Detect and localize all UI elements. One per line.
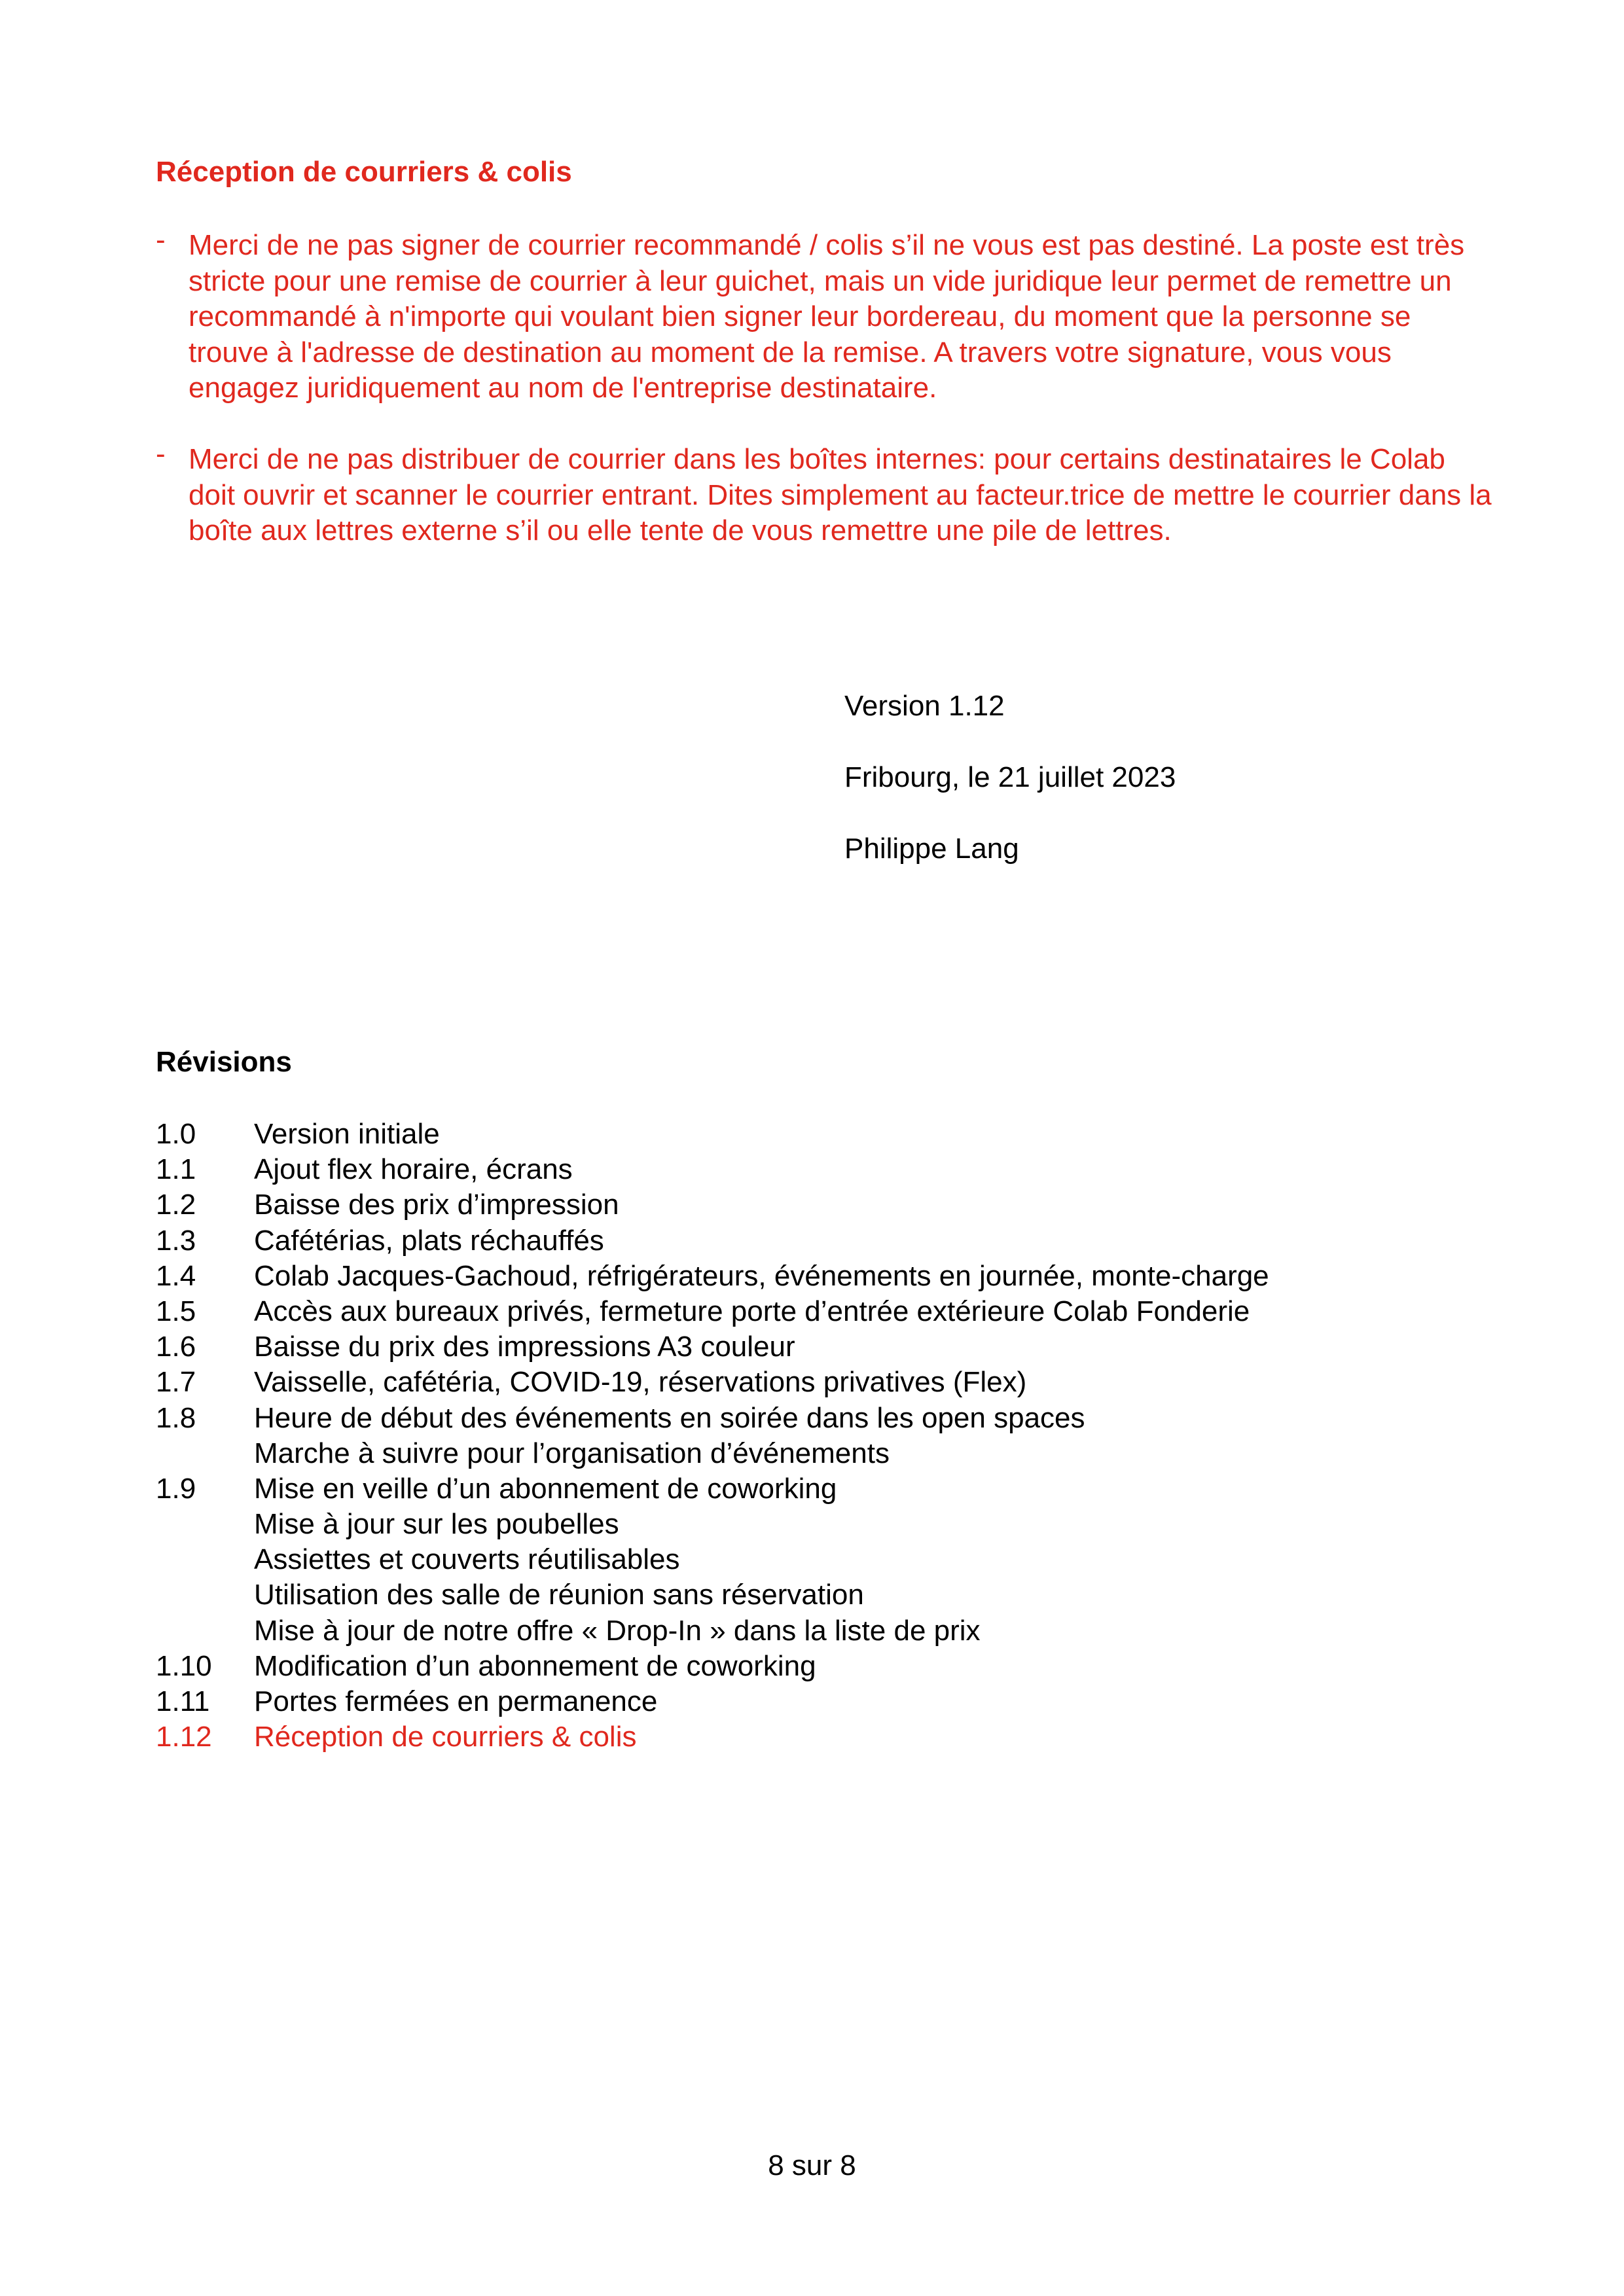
revision-number: 1.1 (156, 1153, 196, 1186)
revision-number: 1.8 (156, 1401, 196, 1434)
revision-description: Ajout flex horaire, écrans (254, 1153, 573, 1186)
revision-row-current (156, 1719, 1530, 1755)
revision-number: 1.4 (156, 1259, 196, 1292)
revision-number: 1.9 (156, 1472, 196, 1505)
revision-row (156, 1684, 1530, 1719)
revision-number: 1.3 (156, 1224, 196, 1257)
revision-description: Version initiale (254, 1118, 440, 1150)
reception-section-title: Réception de courriers & colis (156, 156, 572, 188)
revision-description: Cafétérias, plats réchauffés (254, 1224, 604, 1257)
bullet-marker: - (156, 438, 166, 470)
revision-description: Réception de courriers & colis (254, 1721, 637, 1753)
revision-row (156, 1577, 1530, 1613)
revision-description: Mise à jour de notre offre « Drop-In » dans la liste de prix (254, 1614, 981, 1647)
reception-bullet-signature (156, 224, 1498, 406)
revision-number (156, 1507, 254, 1542)
revision-description: Accès aux bureaux privés, fermeture porte d’entrée extérieure Colab Fonderie (254, 1295, 1250, 1327)
revision-row (156, 1223, 1530, 1259)
revision-row (156, 1507, 1530, 1542)
revision-description: Marche à suivre pour l’organisation d’événements (254, 1437, 890, 1469)
document-author: Philippe Lang (844, 833, 1019, 865)
revision-description: Portes fermées en permanence (254, 1685, 658, 1717)
revision-description: Mise en veille d’un abonnement de coworking (254, 1472, 837, 1505)
revision-number: 1.5 (156, 1295, 196, 1327)
bullet-text: Merci de ne pas signer de courrier recommandé / colis s’il ne vous est pas destiné. La poste est très stricte pour une remise de courrier à leur guichet, mais un vide juridique leur permet de remettre un recommandé à n'importe qui voulant bien signer leur bordereau, du moment que la personne se trouve à l'adresse de destination au moment de la remise. A travers votre signature, vous vous engagez juridiquement au nom de l'entreprise destinataire. (189, 229, 1465, 404)
revision-number: 1.6 (156, 1331, 196, 1363)
revision-number (156, 1577, 254, 1613)
revision-row (156, 1436, 1530, 1471)
reception-bullet-distribution (156, 438, 1498, 549)
revisions-list (156, 1117, 1530, 1755)
revision-description: Assiettes et couverts réutilisables (254, 1543, 680, 1576)
revision-row (156, 1152, 1530, 1187)
page-number: 8 sur 8 (768, 2149, 856, 2181)
revision-row (156, 1471, 1530, 1507)
revisions-title: Révisions (156, 1046, 292, 1078)
document-place-date: Fribourg, le 21 juillet 2023 (844, 761, 1176, 793)
revision-description: Baisse des prix d’impression (254, 1189, 619, 1221)
revision-number: 1.2 (156, 1189, 196, 1221)
revision-row (156, 1117, 1530, 1152)
revision-row (156, 1329, 1530, 1365)
revision-description: Modification d’un abonnement de coworking (254, 1649, 816, 1682)
revision-number: 1.12 (156, 1721, 212, 1753)
revision-row (156, 1401, 1530, 1436)
revision-number: 1.7 (156, 1366, 196, 1399)
revision-number (156, 1436, 254, 1471)
document-version: Version 1.12 (844, 690, 1005, 722)
revision-number (156, 1542, 254, 1577)
revision-description: Heure de début des événements en soirée dans les open spaces (254, 1401, 1085, 1434)
revision-description: Mise à jour sur les poubelles (254, 1508, 619, 1541)
revision-number (156, 1613, 254, 1649)
revision-number: 1.11 (156, 1685, 210, 1717)
revision-row (156, 1259, 1530, 1294)
revision-description: Vaisselle, cafétéria, COVID-19, réservations privatives (Flex) (254, 1366, 1027, 1399)
revision-description: Baisse du prix des impressions A3 couleur (254, 1331, 795, 1363)
revision-row (156, 1294, 1530, 1329)
revision-row (156, 1365, 1530, 1400)
bullet-marker: - (156, 224, 166, 256)
revision-row (156, 1613, 1530, 1649)
revision-description: Utilisation des salle de réunion sans réservation (254, 1579, 864, 1611)
revision-row (156, 1649, 1530, 1684)
revision-number: 1.10 (156, 1649, 212, 1682)
revision-row (156, 1187, 1530, 1223)
revision-row (156, 1542, 1530, 1577)
bullet-text: Merci de ne pas distribuer de courrier dans les boîtes internes: pour certains destinataires le Colab doit ouvrir et scanner le courrier entrant. Dites simplement au facteur.trice de mettre le courrier dans la boîte aux lettres externe s’il ou elle tente de vous remettre une pile de lettres. (189, 443, 1492, 547)
revision-number: 1.0 (156, 1118, 196, 1150)
revision-description: Colab Jacques-Gachoud, réfrigérateurs, événements en journée, monte-charge (254, 1259, 1269, 1292)
